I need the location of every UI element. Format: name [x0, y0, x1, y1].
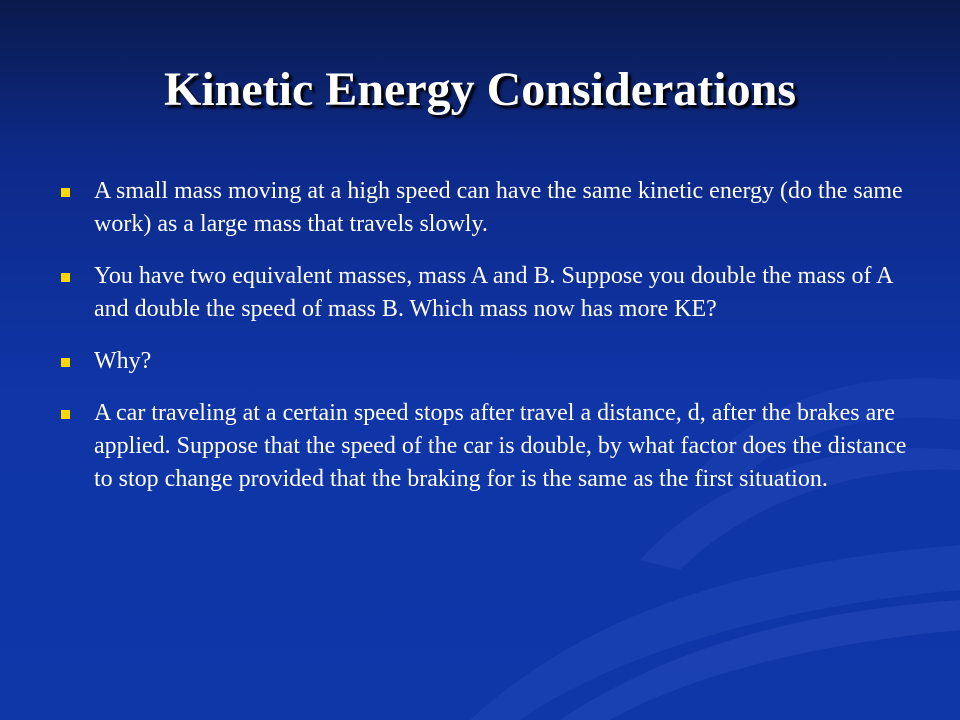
bullet-item	[60, 345, 920, 378]
bullet-item	[60, 260, 920, 326]
bullet-text: Why?	[94, 348, 152, 374]
bullet-text: You have two equivalent masses, mass A and B. Suppose you double the mass of A and double the speed of mass B. Which mass now has more KE?	[94, 263, 893, 322]
square-bullet-icon	[61, 188, 70, 197]
square-bullet-icon	[61, 410, 70, 419]
bullet-text: A small mass moving at a high speed can have the same kinetic energy (do the same work) as a large mass that travels slowly.	[94, 178, 903, 237]
bullet-list	[60, 175, 920, 515]
bullet-text: A car traveling at a certain speed stops after travel a distance, d, after the brakes are applied. Suppose that the speed of the car is double, by what factor does the distance to stop change provided that the braking for is the same as the first situation.	[94, 400, 907, 492]
bullet-item	[60, 175, 920, 241]
square-bullet-icon	[61, 273, 70, 282]
slide-title: Kinetic Energy Considerations	[164, 63, 796, 116]
bullet-item	[60, 397, 920, 496]
square-bullet-icon	[61, 358, 70, 367]
